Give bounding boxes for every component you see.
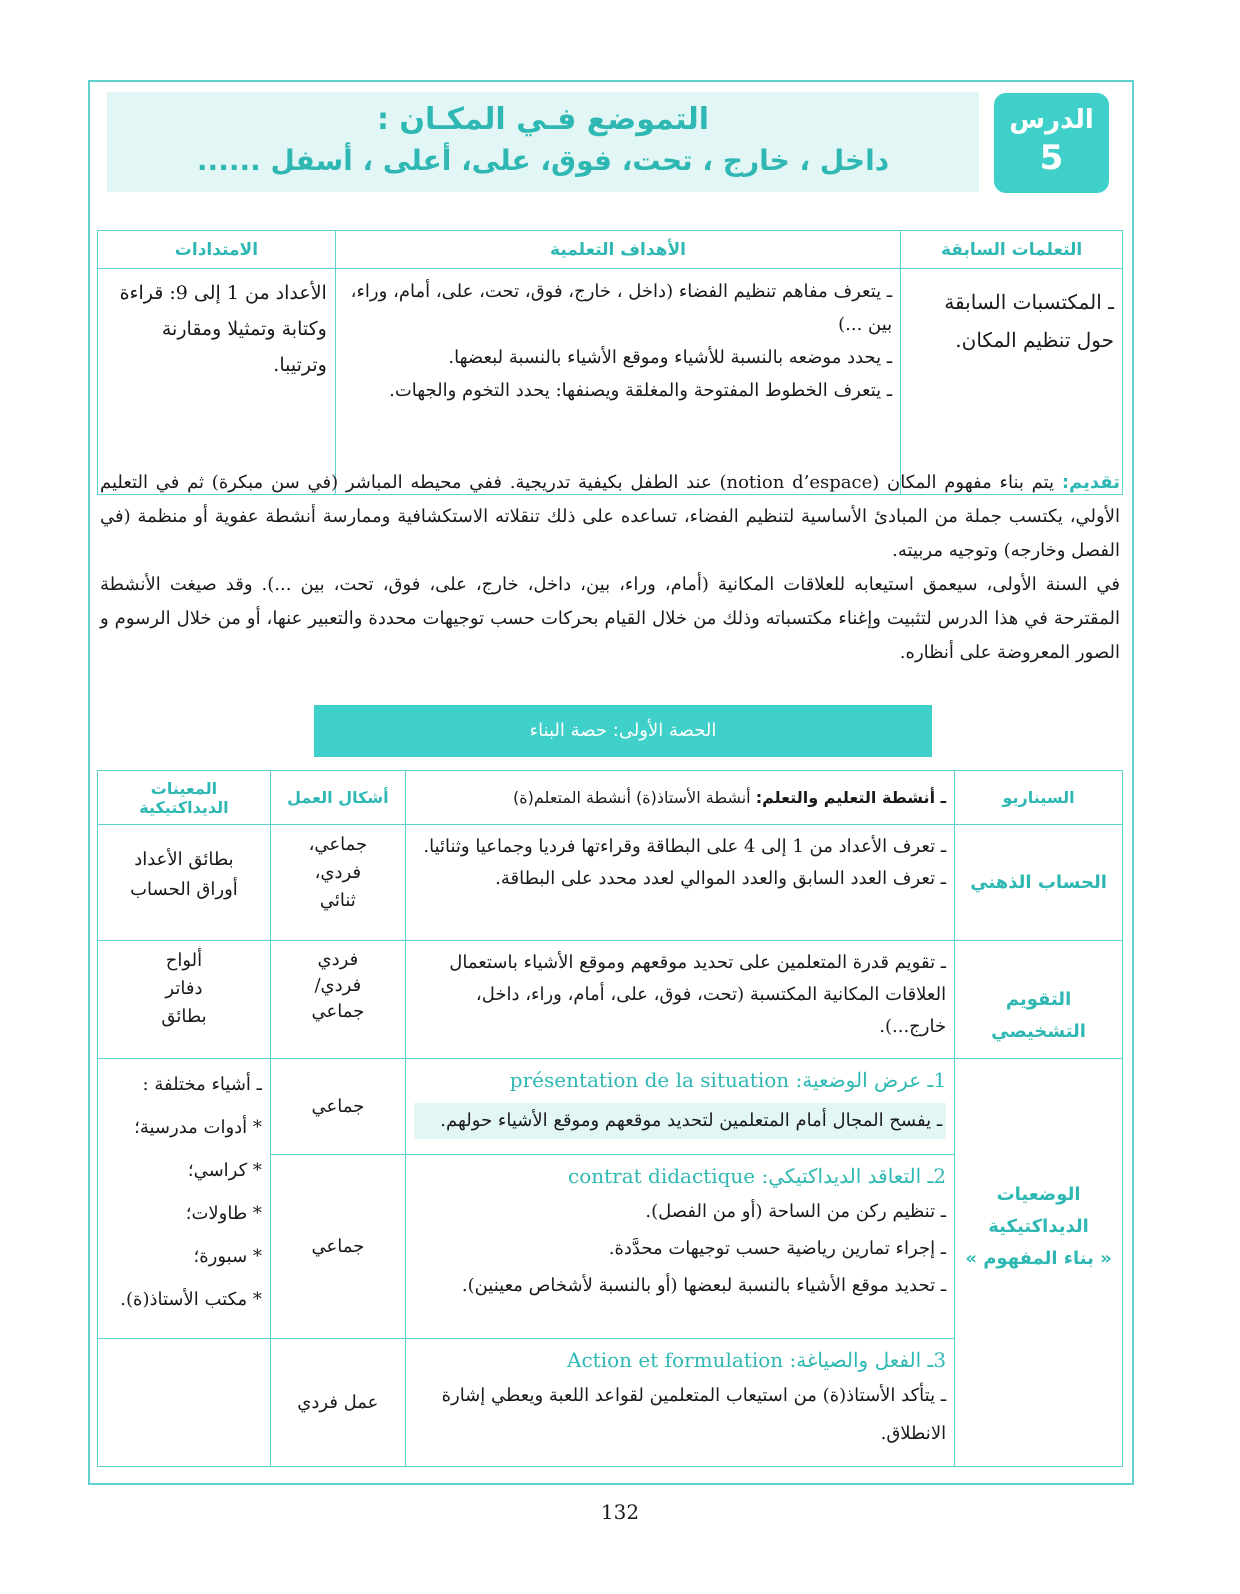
scenario-situations [955, 1059, 1123, 1467]
intro-lead: تقديم: [1061, 472, 1120, 493]
mental-math-activities [405, 825, 954, 941]
step-3-form: عمل فردي [270, 1339, 405, 1467]
mental-math-line-2: ـ تعرف العدد السابق والعدد الموالي لعدد محدد على البطاقة. [495, 868, 947, 889]
step-1-line-1: ـ يفسح المجال أمام المتعلمين لتحديد موقعهم وموقع الأشياء حولهم. [414, 1103, 946, 1139]
aid-item: * طاولات؛ [185, 1203, 262, 1224]
aid-item: بطائق الأعداد [134, 849, 234, 870]
step-2-line-1: ـ تنظيم ركن من الساحة (أو من الفصل). [645, 1201, 947, 1222]
session-title: الحصة الأولى: حصة البناء [314, 705, 932, 757]
step-1 [405, 1059, 954, 1155]
extensions: الأعداد من 1 إلى 9: قراءة وكتابة وتمثيلا ومقارنة وترتيبا. [98, 269, 336, 495]
mental-math-aids [98, 825, 271, 941]
scenario-diagnostic: التقويم التشخيصي [955, 941, 1123, 1059]
activities-table [97, 770, 1123, 1467]
page-number: 132 [600, 1500, 640, 1524]
intro-paragraph-2: في السنة الأولى، سيعمق استيعابه للعلاقات المكانية (أمام، وراء، بين، داخل، خارج، على، فوق، تحت، بين ...). وقد صيغت الأنشطة المقترحة في هذا الدرس لتثبيت وإغناء مكتسباته وذلك من خلال القيام بحركات حسب توجيهات محددة والتعبير عنها، أو من خلال الرسوم و الصور المعروضة على أنظاره. [100, 574, 1120, 663]
title-line-1: التموضع فـي المكـان : [376, 102, 709, 137]
header-activities-bold: ـ أنشطة التعليم والتعلم: [755, 788, 947, 807]
situations-label-2: الديداكتيكية [988, 1216, 1089, 1237]
aid-item: ألواح [165, 950, 203, 971]
title-line-2: داخل ، خارج ، تحت، فوق، على، أعلى ، أسفل ...... [196, 144, 890, 177]
header-scenario: السيناريو [955, 771, 1123, 825]
form-item: فردي [317, 949, 359, 970]
aid-item: أوراق الحساب [130, 879, 238, 900]
objective-1: ـ يتعرف مفاهم تنظيم الفضاء (داخل ، خارج، فوق، تحت، على، أمام، وراء، بين ...) [350, 281, 893, 335]
mental-math-line-1: ـ تعرف الأعداد من 1 إلى 4 على البطاقة وقراءتها فرديا وجماعيا وثنائيا. [423, 836, 947, 857]
diagnostic-aids [98, 941, 271, 1059]
diagnostic-activities: ـ تقويم قدرة المتعلمين على تحديد موقعهم وموقع الأشياء باستعمال العلاقات المكانية المكتسبة (تحت، فوق، على، أمام، وراء، داخل، خارج...). [405, 941, 954, 1059]
header-prior: التعلمات السابقة [901, 231, 1123, 269]
header-aids: المعينات الديداكتيكية [98, 771, 271, 825]
form-item: جماعي، [308, 834, 368, 855]
prior-learning: ـ المكتسبات السابقة حول تنظيم المكان. [901, 269, 1123, 495]
step-2-line-2: ـ إجراء تمارين رياضية حسب توجيهات محدَّدة. [608, 1238, 947, 1259]
diagnostic-forms [270, 941, 405, 1059]
header-activities [405, 771, 954, 825]
lesson-word: الدرس [1009, 105, 1094, 135]
step-3 [405, 1339, 954, 1467]
aid-item: * مكتب الأستاذ(ة). [120, 1289, 262, 1310]
overview-table [97, 230, 1123, 495]
aid-item: ـ أشياء مختلفة : [142, 1074, 262, 1095]
objective-3: ـ يتعرف الخطوط المفتوحة والمغلقة ويصنفها: يحدد التخوم والجهات. [389, 380, 893, 401]
aid-item: بطائق [161, 1006, 207, 1027]
step-3-aids-empty [98, 1339, 271, 1467]
form-item: فردي/ [314, 975, 362, 996]
introduction [100, 466, 1120, 670]
mental-math-forms [270, 825, 405, 941]
lesson-badge [994, 93, 1109, 193]
form-item: فردي، [314, 862, 362, 883]
objective-2: ـ يحدد موضعه بالنسبة للأشياء وموقع الأشياء بالنسبة لبعضها. [448, 347, 893, 368]
step-2-form: جماعي [270, 1155, 405, 1339]
objectives [335, 269, 900, 495]
lesson-title [107, 92, 979, 192]
step-1-form: جماعي [270, 1059, 405, 1155]
situations-label-3: « بناء المفهوم » [965, 1248, 1112, 1269]
situations-aids [98, 1059, 271, 1339]
step-3-line-1: ـ يتأكد الأستاذ(ة) من استيعاب المتعلمين لقواعد اللعبة ويعطي إشارة الانطلاق. [441, 1385, 947, 1444]
step-2-title: 2ـ التعاقد الديداكتيكي: contrat didactique [568, 1164, 947, 1188]
form-item: ثنائي [319, 890, 356, 911]
step-2-line-3: ـ تحديد موقع الأشياء بالنسبة لبعضها (أو بالنسبة لأشخاص معينين). [461, 1275, 947, 1296]
aid-item: * كراسي؛ [187, 1160, 262, 1181]
scenario-mental-math: الحساب الذهني [955, 825, 1123, 941]
aid-item: * سبورة؛ [193, 1246, 262, 1267]
header-activities-rest: أنشطة الأستاذ(ة) أنشطة المتعلم(ة) [513, 788, 756, 807]
step-2 [405, 1155, 954, 1339]
header-extensions: الامتدادات [98, 231, 336, 269]
lesson-number: 5 [1039, 138, 1064, 178]
intro-paragraph-1: يتم بناء مفهوم المكان (notion d’espace) عند الطفل بكيفية تدريجية. ففي محيطه المباشر (في سن مبكرة) ثم في التعليم الأولي، يكتسب جملة من المبادئ الأساسية لتنظيم الفضاء، تساعده على ذلك تنقلاته الاستكشافية وممارسة أنشطة عفوية أو منظمة (في الفصل وخارجه) وتوجيه مربيته. [100, 472, 1120, 561]
header-forms: أشكال العمل [270, 771, 405, 825]
form-item: جماعي [311, 1001, 365, 1022]
aid-item: دفاتر [165, 978, 203, 999]
header-objectives: الأهداف التعلمية [335, 231, 900, 269]
aid-item: * أدوات مدرسية؛ [134, 1117, 262, 1138]
step-1-title: 1ـ عرض الوضعية: présentation de la situation [509, 1068, 947, 1092]
step-3-title: 3ـ الفعل والصياغة: Action et formulation [567, 1348, 947, 1372]
situations-label-1: الوضعيات [996, 1184, 1081, 1205]
